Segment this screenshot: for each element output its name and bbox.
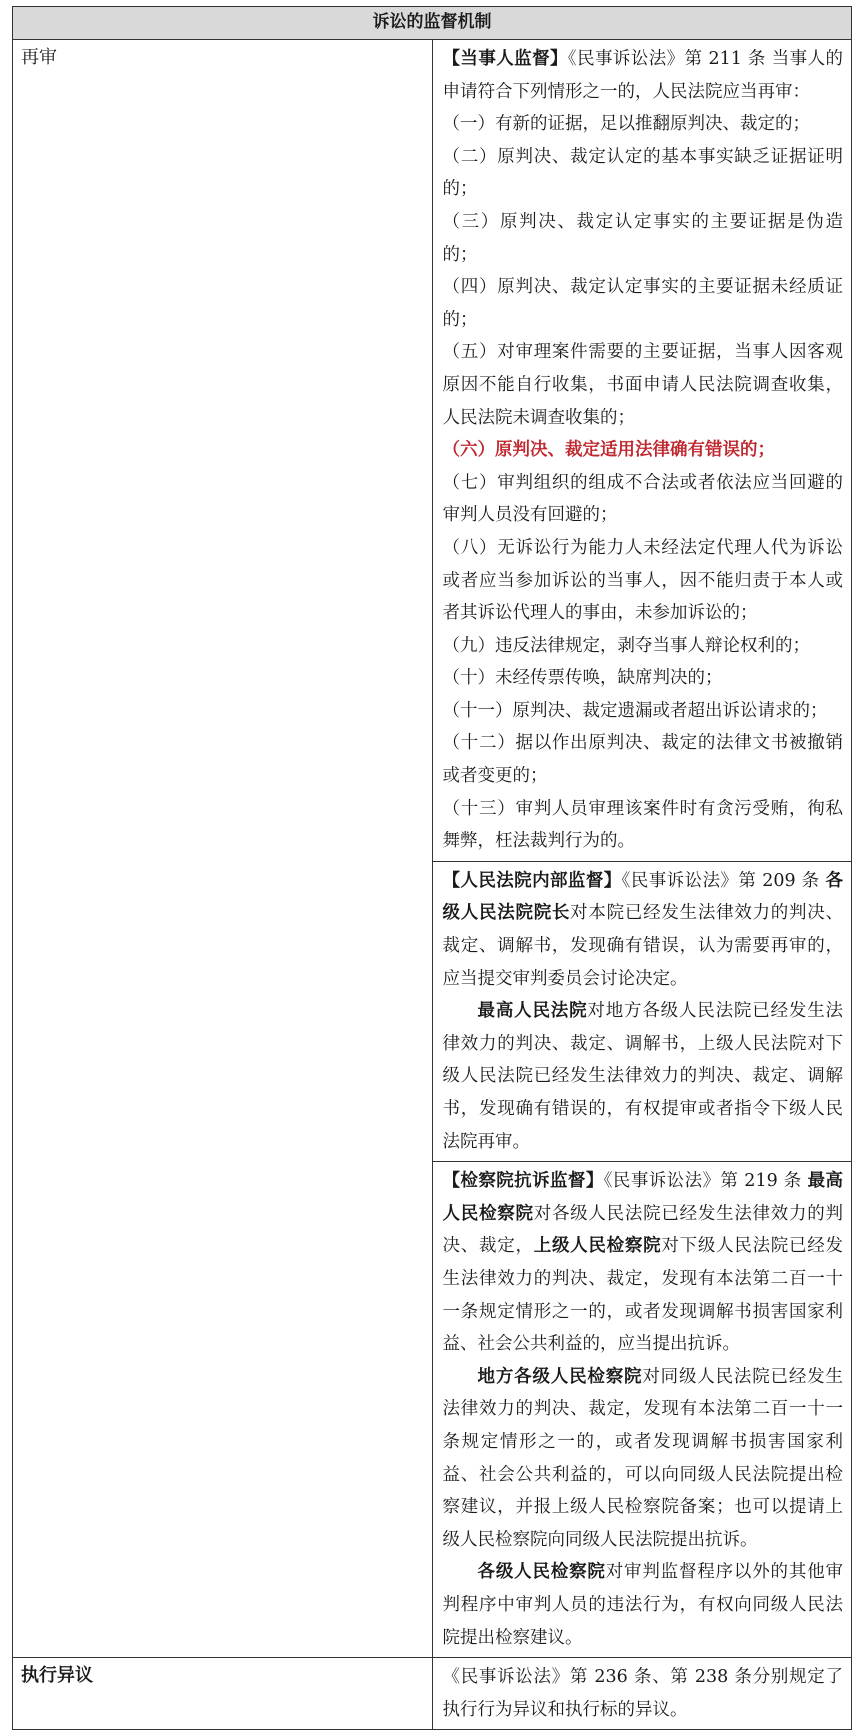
party-supervision-cell	[432, 40, 852, 862]
procuratorate-bold-1: 最高人民检察院	[442, 1171, 844, 1224]
procuratorate-paragraph-1	[443, 1165, 844, 1361]
list-item-highlighted: （六）原判决、裁定适用法律确有错误的；	[442, 440, 775, 461]
procuratorate-lead: 《民事诉讼法》第 219 条	[603, 1171, 808, 1192]
list-item: （一）有新的证据，足以推翻原判决、裁定的；	[442, 114, 810, 135]
court-supervision-cell	[432, 861, 852, 1161]
procuratorate-text-3: 对同级人民法院已经发生法律效力的判决、裁定，发现有本法第二百一十一条规定情形之一的，或者发现调解书损害国家利益、社会公共利益的，可以向同级人民法院提出检察建议，并报上级人民检察院备案；也可以提请上级人民检察院向同级人民法院提出抗诉。	[442, 1366, 844, 1550]
party-lead-text: 《民事诉讼法》第 211 条 当事人的申请符合下列情形之一的，人民法院应当再审：	[442, 49, 844, 102]
court-lead: 《民事诉讼法》第 209 条	[621, 870, 826, 891]
procuratorate-text-4: 对审判监督程序以外的其他审判程序中审判人员的违法行为，有权向同级人民法院提出检察建议。	[442, 1562, 844, 1648]
supervision-table	[12, 6, 852, 1730]
list-item: （十一）原判决、裁定遗漏或者超出诉讼请求的；	[442, 700, 828, 721]
procuratorate-paragraph-3	[443, 1556, 844, 1654]
procuratorate-text-2: 对下级人民法院已经发生法律效力的判决、裁定，发现有本法第二百一十一条规定情形之一的，或者发现调解书损害国家利益、社会公共利益的，应当提出抗诉。	[442, 1236, 844, 1355]
list-item: （八）无诉讼行为能力人未经法定代理人代为诉讼或者应当参加诉讼的当事人，因不能归责于本人或者其诉讼代理人的事由，未参加诉讼的；	[442, 537, 843, 624]
procuratorate-supervision-cell	[432, 1162, 852, 1658]
procuratorate-paragraph-2	[443, 1361, 844, 1557]
execution-text: 《民事诉讼法》第 236 条、第 238 条分别规定了执行行为异议和执行标的异议。	[442, 1667, 843, 1720]
court-tag: 【人民法院内部监督】	[442, 870, 622, 891]
court-text-2: 对地方各级人民法院已经发生法律效力的判决、裁定、调解书，上级人民法院对下级人民法院已经发生法律效力的判决、裁定、调解书，发现确有错误的，有权提审或者指令下级人民法院再审。	[442, 1001, 844, 1152]
list-item: （十）未经传票传唤，缺席判决的；	[442, 668, 723, 689]
procuratorate-bold-4: 各级人民检察院	[477, 1562, 606, 1583]
execution-label: 执行异议	[13, 1658, 433, 1730]
list-item: （二）原判决、裁定认定的基本事实缺乏证据证明的；	[442, 146, 843, 200]
retrial-label: 再审	[13, 40, 433, 1658]
list-item: （九）违反法律规定，剥夺当事人辩论权利的；	[442, 635, 810, 656]
table-title: 诉讼的监督机制	[13, 7, 852, 40]
court-paragraph-1	[443, 865, 844, 995]
list-item: （十二）据以作出原判决、裁定的法律文书被撤销或者变更的；	[442, 733, 843, 787]
list-item: （五）对审理案件需要的主要证据，当事人因客观原因不能自行收集，书面申请人民法院调查收集，人民法院未调查收集的；	[442, 342, 843, 428]
procuratorate-tag: 【检察院抗诉监督】	[442, 1171, 604, 1192]
court-bold-1: 各级人民法院院长	[442, 870, 844, 924]
procuratorate-bold-3: 地方各级人民检察院	[477, 1366, 643, 1387]
court-text-1: 对本院已经发生法律效力的判决、裁定、调解书，发现确有错误，认为需要再审的，应当提交审判委员会讨论决定。	[442, 903, 844, 989]
court-bold-2: 最高人民法院	[477, 1001, 588, 1022]
list-item: （十三）审判人员审理该案件时有贪污受贿，徇私舞弊，枉法裁判行为的。	[442, 798, 843, 852]
party-lead	[443, 43, 844, 108]
procuratorate-bold-2: 上级人民检察院	[533, 1236, 662, 1257]
list-item: （三）原判决、裁定认定事实的主要证据是伪造的；	[442, 211, 843, 265]
list-item: （四）原判决、裁定认定事实的主要证据未经质证的；	[442, 277, 843, 330]
execution-cell	[432, 1658, 852, 1730]
procuratorate-text-1: 对各级人民法院已经发生法律效力的判决、裁定，	[442, 1203, 844, 1257]
party-tag: 【当事人监督】	[442, 49, 568, 69]
court-paragraph-2	[443, 995, 844, 1158]
list-item: （七）审判组织的组成不合法或者依法应当回避的审判人员没有回避的；	[442, 472, 843, 526]
